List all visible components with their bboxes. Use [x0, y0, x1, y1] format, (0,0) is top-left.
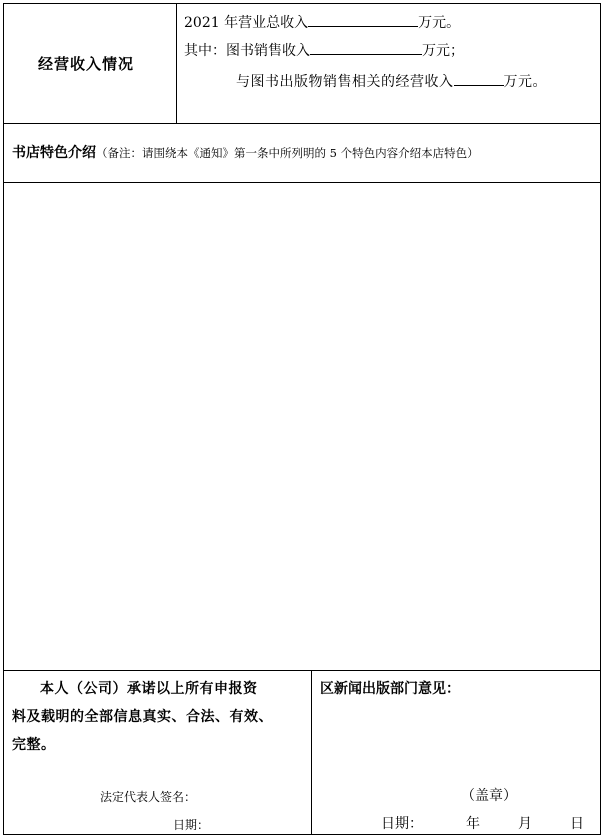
- features-note: （备注：请围绕本《通知》第一条中所列明的 5 个特色内容介绍本店特色）: [96, 146, 479, 160]
- revenue-total-suffix: 万元。: [418, 15, 461, 31]
- signature-field[interactable]: [210, 784, 305, 804]
- revenue-books-line: [184, 40, 464, 60]
- features-content-area[interactable]: [4, 183, 600, 670]
- row-divider-pledge: [3, 670, 601, 671]
- opinion-title: 区新闻出版部门意见：: [320, 681, 460, 697]
- pledge-text-line1: 本人（公司）承诺以上所有申报资: [40, 681, 258, 697]
- revenue-related-blank[interactable]: [454, 71, 504, 86]
- pledge-text-line3: 完整。: [12, 737, 56, 753]
- row-divider-revenue: [3, 123, 601, 124]
- opinion-date-day: 日: [570, 816, 584, 832]
- opinion-content-area[interactable]: [312, 702, 600, 782]
- revenue-books-blank[interactable]: [310, 40, 422, 55]
- revenue-related-line: [236, 71, 547, 91]
- pledge-text-line2: 料及载明的全部信息真实、合法、有效、: [12, 709, 273, 725]
- pledge-date-label: 日期：: [173, 818, 210, 832]
- revenue-section-label: 经营收入情况: [38, 55, 135, 73]
- features-heading: [12, 144, 479, 162]
- revenue-total-prefix: 2021 年营业总收入: [184, 15, 309, 31]
- seal-label: （盖章）: [461, 788, 517, 804]
- revenue-books-prefix: 其中：图书销售收入: [184, 43, 310, 59]
- signature-label: 法定代表人签名：: [100, 790, 197, 804]
- revenue-books-suffix: 万元；: [422, 43, 464, 59]
- opinion-date-month: 月: [518, 816, 532, 832]
- col-divider-revenue: [176, 3, 177, 124]
- pledge-date-field[interactable]: [210, 812, 305, 832]
- revenue-related-prefix: 与图书出版物销售相关的经营收入: [236, 74, 454, 90]
- opinion-date-year: 年: [466, 816, 480, 832]
- revenue-related-suffix: 万元。: [503, 74, 547, 90]
- revenue-total-line: [184, 12, 460, 32]
- revenue-total-blank[interactable]: [308, 12, 418, 27]
- opinion-date-label: 日期：: [381, 816, 423, 832]
- features-title: 书店特色介绍: [12, 145, 96, 161]
